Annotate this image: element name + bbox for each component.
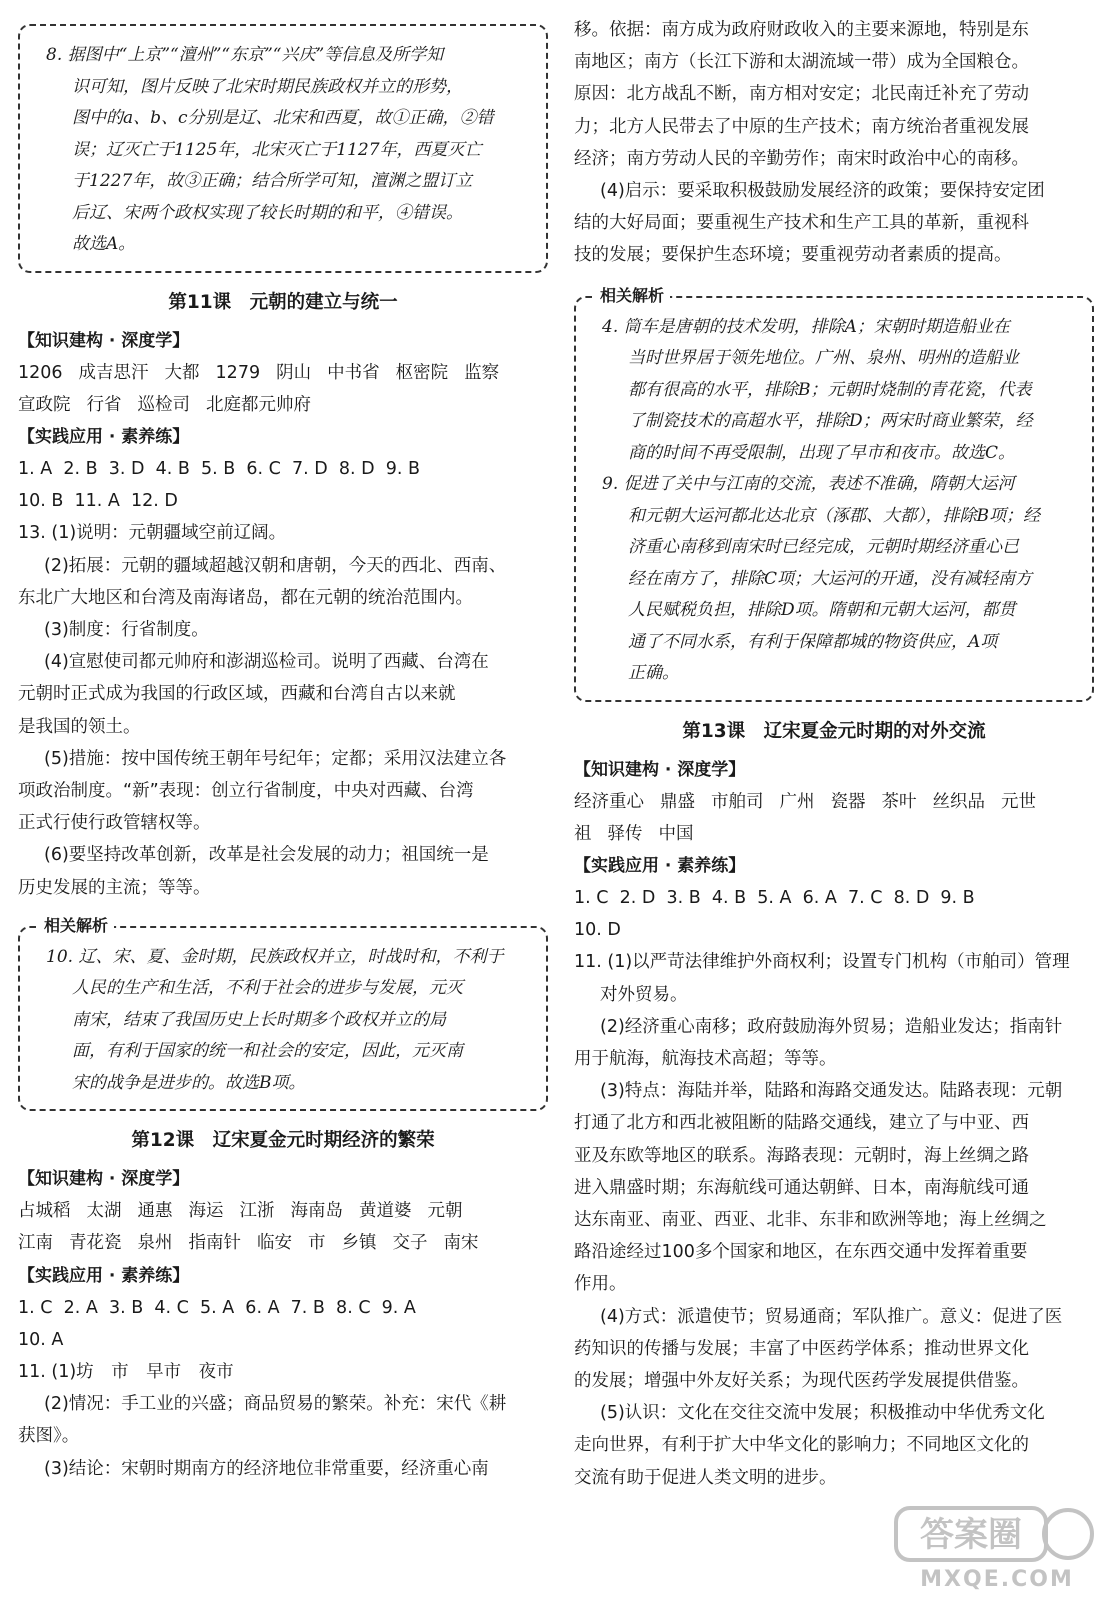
term: 元朝 <box>427 1201 463 1222</box>
continued-line: 技的发展；要保护生态环境；要重视劳动者素质的提高。 <box>574 245 1012 266</box>
continued-line: 南地区；南方（长江下游和太湖流域一带）成为全国粮仓。 <box>574 52 1029 73</box>
term: 乡镇 <box>341 1233 377 1254</box>
q11-line: (3)特点：海陆并举，陆路和海路交通发达。陆路表现：元朝 <box>600 1081 1063 1102</box>
term: 茶叶 <box>881 791 917 812</box>
answers-line: 10. D <box>574 920 621 941</box>
q13-line: (4)宣慰使司都元帅府和澎湖巡检司。说明了西藏、台湾在 <box>44 652 489 673</box>
q11-line: 打通了北方和西北被阻断的陆路交通线，建立了与中亚、西 <box>574 1113 1029 1134</box>
q11-line: 11. (1)以严苛法律维护外商权利；设置专门机构（市舶司）管理 <box>574 952 1070 973</box>
analysis-line: 当时世界居于领先地位。广州、泉州、明州的造船业 <box>628 348 1019 369</box>
knowledge-label: 【知识建构 · 深度学】 <box>18 330 190 351</box>
analysis-line: 宋的战争是进步的。故选B项。 <box>72 1072 306 1093</box>
right-column <box>574 14 1094 1494</box>
q11-line: 交流有助于促进人类文明的进步。 <box>574 1467 837 1488</box>
q11-line: 用于航海，航海技术高超；等等。 <box>574 1049 837 1070</box>
continued-line: 结的大好局面；要重视生产技术和生产工具的革新，重视科 <box>574 213 1029 234</box>
q11-line: (2)经济重心南移；政府鼓励海外贸易；造船业发达；指南针 <box>600 1016 1063 1037</box>
term: 行省 <box>86 394 122 415</box>
term: 青花瓷 <box>69 1233 122 1254</box>
term: 江南 <box>18 1233 53 1254</box>
q13-line: 正式行使行政管辖权等。 <box>18 813 211 834</box>
term: 通惠 <box>137 1201 173 1222</box>
q11-line: 获图》。 <box>18 1426 80 1447</box>
term: 太湖 <box>86 1201 122 1222</box>
term: 宣政院 <box>18 394 71 415</box>
q11-line: (2)情况：手工业的兴盛；商品贸易的繁荣。补充：宋代《耕 <box>44 1394 507 1415</box>
knowledge-label: 【知识建构 · 深度学】 <box>18 1169 190 1190</box>
left-column <box>18 14 548 1485</box>
term: 海南岛 <box>290 1201 343 1222</box>
term: 市 <box>308 1233 326 1254</box>
analysis-line: 南宋，结束了我国历史上长时期多个政权并立的局 <box>72 1009 446 1030</box>
term: 中书省 <box>327 362 380 383</box>
answers-line: 10. B 11. A 12. D <box>18 491 178 512</box>
term: 指南针 <box>188 1233 241 1254</box>
analysis-line: 面，有利于国家的统一和社会的安定，因此，元灭南 <box>72 1041 463 1062</box>
analysis-line: 故选A。 <box>72 234 136 254</box>
analysis-tag: 相关解析 <box>594 284 670 308</box>
q11-line: 亚及东欧等地区的联系。海路表现：元朝时，海上丝绸之路 <box>574 1145 1029 1166</box>
q11-line: (4)方式：派遣使节；贸易通商；军队推广。意义：促进了医 <box>600 1306 1063 1327</box>
lesson-11-title: 第11课 元朝的建立与统一 <box>168 291 398 313</box>
lesson-13-title: 第13课 辽宋夏金元时期的对外交流 <box>682 720 986 742</box>
q13-line: (3)制度：行省制度。 <box>44 619 209 640</box>
terms-line <box>18 1195 548 1227</box>
term: 临安 <box>257 1233 292 1254</box>
analysis-box-q8 <box>18 24 548 273</box>
continued-line: 原因：北方战乱不断，南方相对安定；北民南迁补充了劳动 <box>574 84 1029 105</box>
q13-line: 是我国的领土。 <box>18 716 141 737</box>
q13-line: 13. (1)说明：元朝疆域空前辽阔。 <box>18 523 287 544</box>
q13-line: (6)要坚持改革创新，改革是社会发展的动力；祖国统一是 <box>44 845 489 866</box>
answers-line: 10. A <box>18 1329 64 1350</box>
terms-line <box>18 357 548 389</box>
analysis-line: 于1227年，故③正确；结合所学可知，澶渊之盟订立 <box>72 171 473 191</box>
analysis-line: 后辽、宋两个政权实现了较长时期的和平，④错误。 <box>72 202 463 223</box>
lesson-12-title: 第12课 辽宋夏金元时期经济的繁荣 <box>131 1130 435 1152</box>
analysis-line: 图中的a、b、c分别是辽、北宋和西夏，故①正确，②错 <box>72 108 494 128</box>
term: 鼎盛 <box>660 791 695 812</box>
q13-line: 项政治制度。“新”表现：创立行省制度，中央对西藏、台湾 <box>18 780 474 801</box>
analysis-line: 10. 辽、宋、夏、金时期，民族政权并立，时战时和，不利于 <box>46 946 504 967</box>
term: 大都 <box>164 362 200 383</box>
q13-line: 历史发展的主流；等等。 <box>18 877 211 898</box>
term: 瓷器 <box>830 791 866 812</box>
q13-line: 元朝时正式成为我国的行政区域，西藏和台湾自古以来就 <box>18 684 456 705</box>
term: 丝织品 <box>932 791 985 812</box>
analysis-line: 8. 据图中“上京”“澶州”“东京”“兴庆”等信息及所学知 <box>46 45 444 65</box>
continued-line: (4)启示：要采取积极鼓励发展经济的政策；要保持安定团 <box>600 181 1045 202</box>
continued-line: 经济；南方劳动人民的辛勤劳作；南宋时政治中心的南移。 <box>574 148 1029 169</box>
continued-line: 力；北方人民带去了中原的生产技术；南方统治者重视发展 <box>574 116 1029 137</box>
q11-line: 的发展；增强中外友好关系；为现代医药学发展提供借鉴。 <box>574 1371 1029 1392</box>
term: 市舶司 <box>711 791 764 812</box>
analysis-box-q10 <box>18 915 548 1112</box>
q11-line: 进入鼎盛时期；东海航线可通达朝鲜、日本，南海航线可通 <box>574 1177 1029 1198</box>
term: 经济重心 <box>574 791 644 812</box>
term: 黄道婆 <box>359 1201 412 1222</box>
q11-line: 路沿途经过100多个国家和地区，在东西交通中发挥着重要 <box>574 1242 1028 1263</box>
analysis-line: 正确。 <box>628 663 679 684</box>
analysis-line: 济重心南移到南宋时已经完成，元朝时期经济重心已 <box>628 537 1019 558</box>
analysis-line: 人民的生产和生活，不利于社会的进步与发展，元灭 <box>72 978 463 999</box>
terms-line <box>18 389 548 421</box>
term: 驿传 <box>607 823 643 844</box>
term: 巡检司 <box>137 394 190 415</box>
term: 元世 <box>1001 791 1036 812</box>
analysis-line: 9. 促进了关中与江南的交流，表述不准确，隋朝大运河 <box>602 474 1015 495</box>
practice-label: 【实践应用 · 素养练】 <box>18 1265 190 1286</box>
term: 海运 <box>188 1201 224 1222</box>
term: 中国 <box>658 823 694 844</box>
analysis-line: 人民赋税负担，排除D项。隋朝和元朝大运河，都贯 <box>628 600 1016 621</box>
practice-label: 【实践应用 · 素养练】 <box>574 856 746 877</box>
term: 江浙 <box>239 1201 275 1222</box>
analysis-line: 和元朝大运河都北达北京（涿郡、大都），排除B项；经 <box>628 505 1040 526</box>
analysis-line: 通了不同水系，有利于保障都城的物资供应，A项 <box>628 631 998 652</box>
term: 祖 <box>574 823 592 844</box>
analysis-line: 识可知，图片反映了北宋时期民族政权并立的形势， <box>72 76 463 97</box>
answers-line: 1. A 2. B 3. D 4. B 5. B 6. C 7. D 8. D 9. B <box>18 458 420 479</box>
term: 1279 <box>215 362 261 383</box>
analysis-line: 商的时间不再受限制，出现了早市和夜市。故选C。 <box>628 442 1016 463</box>
term: 泉州 <box>137 1233 173 1254</box>
q11-line: 对外贸易。 <box>600 984 688 1005</box>
term: 监察 <box>464 362 500 383</box>
term: 广州 <box>779 791 815 812</box>
practice-label: 【实践应用 · 素养练】 <box>18 426 190 447</box>
term: 枢密院 <box>395 362 449 383</box>
terms-line <box>574 786 1094 818</box>
q13-line: 东北广大地区和台湾及南海诸岛，都在元朝的统治范围内。 <box>18 587 473 608</box>
term: 阴山 <box>276 362 312 383</box>
q13-line: (5)措施：按中国传统王朝年号纪年；定都；采用汉法建立各 <box>44 748 507 769</box>
watermark-text: 答案圈 <box>920 1515 1022 1555</box>
analysis-line: 经在南方了，排除C项；大运河的开通，没有减轻南方 <box>628 568 1033 589</box>
term: 南宋 <box>443 1233 479 1254</box>
analysis-line: 都有很高的水平，排除B；元朝时烧制的青花瓷，代表 <box>628 379 1032 400</box>
knowledge-label: 【知识建构 · 深度学】 <box>574 759 746 780</box>
q11-line: 药知识的传播与发展；丰富了中医药学体系；推动世界文化 <box>574 1338 1029 1359</box>
analysis-line: 误；辽灭亡于1125年，北宋灭亡于1127年，西夏灭亡 <box>72 139 482 160</box>
q11-line: 11. (1)坊 市 早市 夜市 <box>18 1362 234 1383</box>
analysis-tag: 相关解析 <box>38 914 114 938</box>
term: 成吉思汗 <box>78 362 149 383</box>
q11-line: 达东南亚、南亚、西亚、北非、东非和欧洲等地；海上丝绸之 <box>574 1210 1047 1231</box>
analysis-line: 了制瓷技术的高超水平，排除D；两宋时商业繁荣，经 <box>628 411 1033 432</box>
term: 占城稻 <box>18 1201 71 1222</box>
term: 1206 <box>18 362 63 383</box>
analysis-box-q4-q9 <box>574 285 1094 702</box>
term: 交子 <box>392 1233 428 1254</box>
watermark-logo <box>892 1502 1102 1592</box>
answers-line: 1. C 2. A 3. B 4. C 5. A 6. A 7. B 8. C 9. A <box>18 1297 416 1318</box>
answers-line: 1. C 2. D 3. B 4. B 5. A 6. A 7. C 8. D 9. B <box>574 888 975 909</box>
q11-line: 作用。 <box>574 1274 627 1295</box>
term: 北庭都元帅府 <box>206 394 311 415</box>
terms-line <box>18 1227 548 1259</box>
analysis-line: 4. 筒车是唐朝的技术发明，排除A；宋朝时期造船业在 <box>602 316 1010 337</box>
continued-line: 移。依据：南方成为政府财政收入的主要来源地，特别是东 <box>574 20 1029 40</box>
q11-line: (3)结论：宋朝时期南方的经济地位非常重要，经济重心南 <box>44 1458 489 1479</box>
q13-line: (2)拓展：元朝的疆域超越汉朝和唐朝，今天的西北、西南、 <box>44 555 507 576</box>
watermark-url: MXQE.COM <box>920 1567 1074 1592</box>
q11-line: (5)认识：文化在交往交流中发展；积极推动中华优秀文化 <box>600 1403 1045 1424</box>
terms-line <box>574 818 1094 850</box>
q11-line: 走向世界，有利于扩大中华文化的影响力；不同地区文化的 <box>574 1435 1029 1456</box>
